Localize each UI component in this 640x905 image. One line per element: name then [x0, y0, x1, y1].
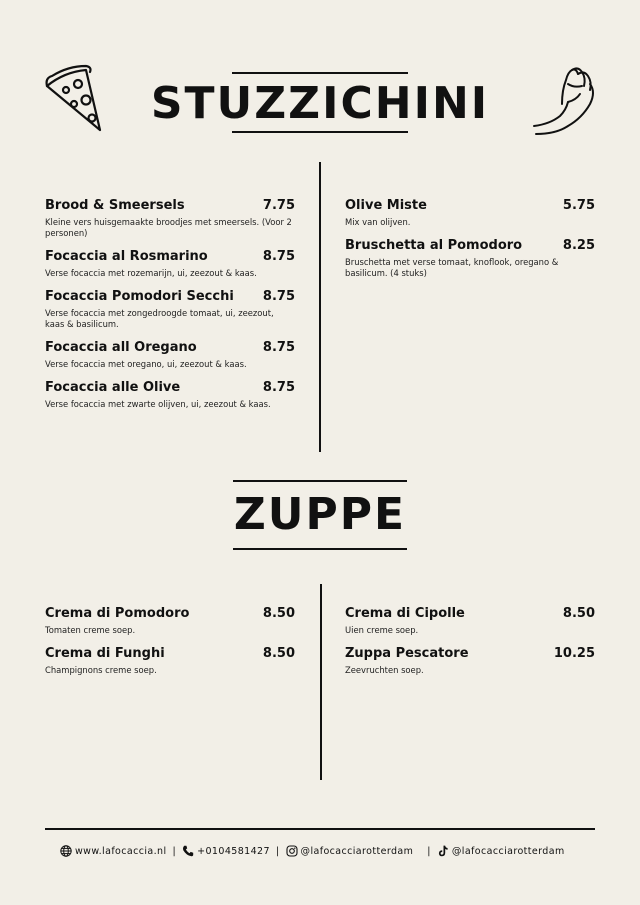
menu-item-name: Bruschetta al Pomodoro — [345, 238, 523, 253]
menu-item-description: Uien creme soep. — [345, 625, 419, 635]
footer-separator: | — [427, 845, 431, 857]
menu-item-price: 8.75 — [262, 289, 295, 304]
menu-item-name: Focaccia al Rosmarino — [45, 249, 208, 264]
footer-website-link[interactable]: www.lafocaccia.nl — [75, 845, 167, 857]
footer-tiktok-link[interactable]: @lafocacciarotterdam — [451, 845, 565, 857]
menu-item — [45, 249, 295, 279]
menu-column-left — [45, 606, 295, 686]
menu-item — [45, 380, 295, 410]
menu-item — [345, 606, 595, 636]
menu-item-description: Verse focaccia met rozemarijn, ui, zeezout & kaas. — [45, 268, 257, 278]
menu-item-price: 8.75 — [262, 380, 295, 395]
menu-item-name: Olive Miste — [345, 198, 427, 213]
menu-item — [45, 606, 295, 636]
footer-phone-link[interactable]: +0104581427 — [197, 845, 270, 857]
menu-item-name: Brood & Smeersels — [45, 198, 185, 213]
tiktok-icon — [437, 845, 449, 857]
menu-item-description: Tomaten creme soep. — [45, 625, 136, 635]
menu-item — [45, 340, 295, 370]
menu-item — [345, 198, 595, 228]
menu-item-price: 8.75 — [262, 249, 295, 264]
menu-item-name: Focaccia alle Olive — [45, 380, 181, 395]
menu-item-description: Kleine vers huisgemaakte broodjes met smeersels. (Voor 2 personen) — [45, 217, 292, 238]
menu-item-name: Zuppa Pescatore — [345, 646, 469, 661]
phone-icon — [182, 845, 194, 857]
title-rule-bottom — [232, 131, 408, 133]
footer-instagram-link[interactable]: @lafocacciarotterdam — [300, 845, 414, 857]
footer-separator: | — [275, 845, 280, 857]
globe-icon — [60, 845, 72, 857]
menu-item-price: 10.25 — [553, 646, 595, 661]
menu-item-price: 8.75 — [262, 340, 295, 355]
section-title-zuppe: ZUPPE — [233, 489, 407, 540]
title-rule-top — [233, 480, 407, 482]
menu-column-right — [345, 606, 595, 686]
menu-item-description: Verse focaccia met oregano, ui, zeezout & kaas. — [45, 359, 247, 369]
menu-item-price: 8.50 — [262, 606, 295, 621]
menu-item-description: Verse focaccia met zongedroogde tomaat, ui, zeezout, kaas & basilicum. — [45, 308, 274, 329]
menu-item-description: Zeevruchten soep. — [345, 665, 424, 675]
menu-item — [345, 238, 595, 279]
column-divider — [319, 162, 321, 452]
menu-item — [45, 289, 295, 330]
menu-item — [345, 646, 595, 676]
menu-item-name: Focaccia Pomodori Secchi — [45, 289, 234, 304]
menu-item-name: Crema di Cipolle — [345, 606, 465, 621]
menu-item-price: 8.50 — [562, 606, 595, 621]
section-title-stuzzichini: STUZZICHINI — [150, 78, 490, 129]
menu-item-price: 8.50 — [262, 646, 295, 661]
menu-item-name: Crema di Pomodoro — [45, 606, 190, 621]
footer-rule — [45, 828, 595, 830]
menu-item-description: Bruschetta met verse tomaat, knoflook, oregano & basilicum. (4 stuks) — [345, 257, 559, 278]
menu-item-price: 5.75 — [562, 198, 595, 213]
title-rule-bottom — [233, 548, 407, 550]
menu-item-description: Mix van olijven. — [345, 217, 411, 227]
menu-item-description: Champignons creme soep. — [45, 665, 157, 675]
menu-column-left — [45, 198, 295, 420]
menu-column-right — [345, 198, 595, 289]
column-divider — [320, 584, 322, 780]
menu-item-name: Crema di Funghi — [45, 646, 165, 661]
instagram-icon — [286, 845, 298, 857]
footer — [60, 845, 590, 857]
menu-item — [45, 646, 295, 676]
title-rule-top — [232, 72, 408, 74]
footer-separator: | — [172, 845, 177, 857]
menu-item-price: 8.25 — [562, 238, 595, 253]
menu-item-price: 7.75 — [262, 198, 295, 213]
menu-item-description: Verse focaccia met zwarte olijven, ui, zeezout & kaas. — [45, 399, 271, 409]
menu-item-name: Focaccia all Oregano — [45, 340, 197, 355]
menu-item — [45, 198, 295, 239]
